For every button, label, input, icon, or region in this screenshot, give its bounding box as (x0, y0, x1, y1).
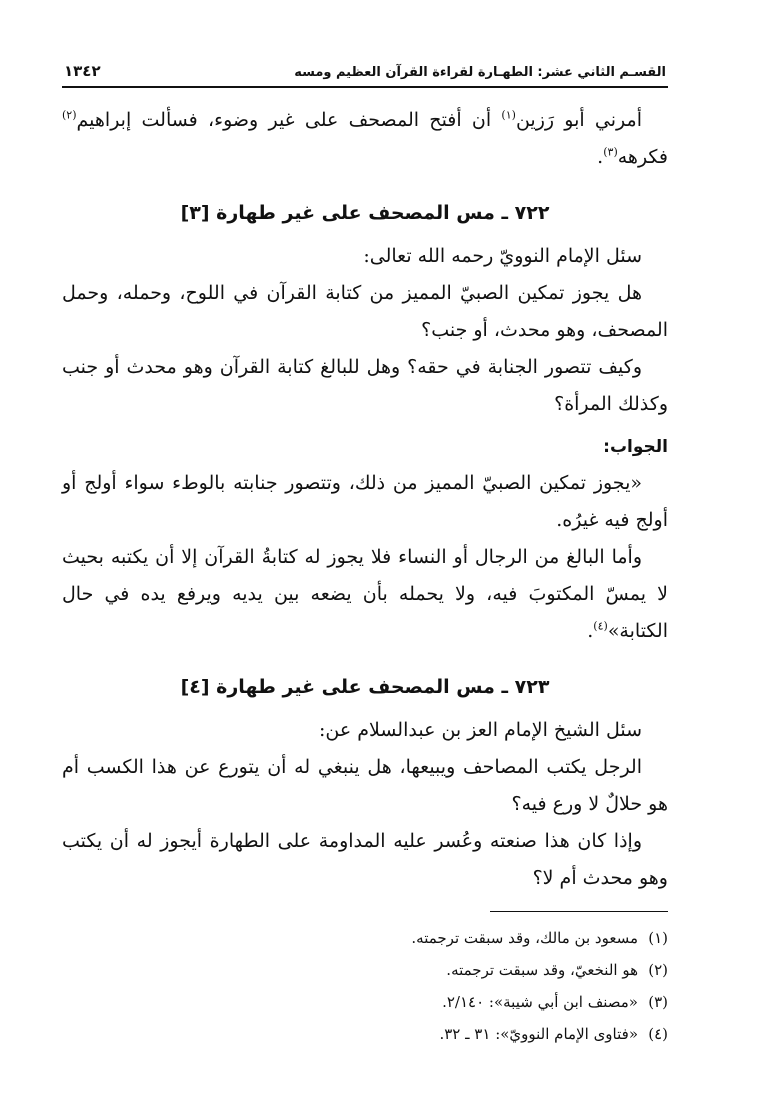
question-paragraph-1: هل يجوز تمكين الصبيّ المميز من كتابة القرآن في اللوح، وحمله، وحمل المصحف، وهو محدث، أو جنب؟ (62, 282, 668, 341)
question2-paragraph-2: وإذا كان هذا صنعته وعُسر عليه المداومة على الطهارة أيجوز له أن يكتب وهو محدث أم لا؟ (62, 830, 668, 889)
intro-text-2: أن أفتح المصحف على غير وضوء، فسألت إبراهيم (76, 109, 502, 131)
question2-paragraph-1: الرجل يكتب المصاحف ويبيعها، هل ينبغي له أن يتورع عن هذا الكسب أم هو حلالٌ لا ورع فيه؟ (62, 756, 668, 815)
footnotes (62, 922, 668, 1050)
answer-paragraph-1: «يجوز تمكين الصبيّ المميز من ذلك، وتتصور جنابته بالوطء سواء أولج أو أولج فيه غيرُه. (62, 472, 668, 531)
footnote (62, 954, 668, 986)
section-heading-723: ٧٢٣ ـ مس المصحف على غير طهارة [٤] (180, 676, 550, 698)
footnote-text: «مصنف ابن أبي شيبة»: ٢/١٤٠. (442, 993, 638, 1011)
section-heading-722: ٧٢٢ ـ مس المصحف على غير طهارة [٣] (180, 202, 550, 224)
question2-intro: سئل الشيخ الإمام العز بن عبدالسلام عن: (319, 719, 642, 741)
footnote (62, 1018, 668, 1050)
footnote (62, 986, 668, 1018)
intro-end: . (597, 146, 604, 168)
question-paragraph-2: وكيف تتصور الجنابة في حقه؟ وهل للبالغ كتابة القرآن وهو محدث أو جنب وكذلك المرأة؟ (62, 356, 668, 415)
footnote-text: هو النخعيّ، وقد سبقت ترجمته. (446, 961, 638, 979)
answer-text-2: وأما البالغ من الرجال أو النساء فلا يجوز له كتابةُ القرآن إلا أن يكتبه بحيث لا يمسّ المكتوبَ فيه، ولا يحمله بأن يضعه بين يديه ويرفع يده في حال الكتابة» (62, 546, 668, 642)
question-intro: سئل الإمام النوويّ رحمه الله تعالى: (363, 245, 642, 267)
answer-paragraph-2 (62, 539, 668, 650)
page-number: ١٣٤٢ (64, 62, 101, 80)
book-page (62, 58, 668, 1068)
footnote-number: (١) (648, 929, 668, 947)
footnote-number: (٣) (648, 993, 668, 1011)
intro-paragraph (62, 102, 668, 176)
intro-text-3: فكرهه (617, 146, 668, 168)
running-title: القسـم الثاني عشر: الطهـارة لقراءة القرآن العظيم ومسه (294, 65, 666, 80)
footnote-ref-4[interactable]: (٤) (593, 619, 608, 633)
page-body (62, 102, 668, 1050)
footnote-text: «فتاوى الإمام النوويّ»: ٣١ ـ ٣٢. (439, 1025, 638, 1043)
footnote-separator (490, 911, 668, 912)
running-header (62, 58, 668, 88)
footnote-ref-3[interactable]: (٣) (603, 145, 618, 159)
footnote-ref-2[interactable]: (٢) (62, 108, 77, 122)
footnote (62, 922, 668, 954)
answer-label: الجواب: (603, 437, 668, 457)
footnote-number: (٢) (648, 961, 668, 979)
answer-end: . (587, 620, 594, 642)
footnote-text: مسعود بن مالك، وقد سبقت ترجمته. (411, 929, 638, 947)
footnote-ref-1[interactable]: (١) (501, 108, 516, 122)
footnote-number: (٤) (648, 1025, 668, 1043)
intro-text-1: أمرني أبو رَزين (515, 109, 642, 131)
